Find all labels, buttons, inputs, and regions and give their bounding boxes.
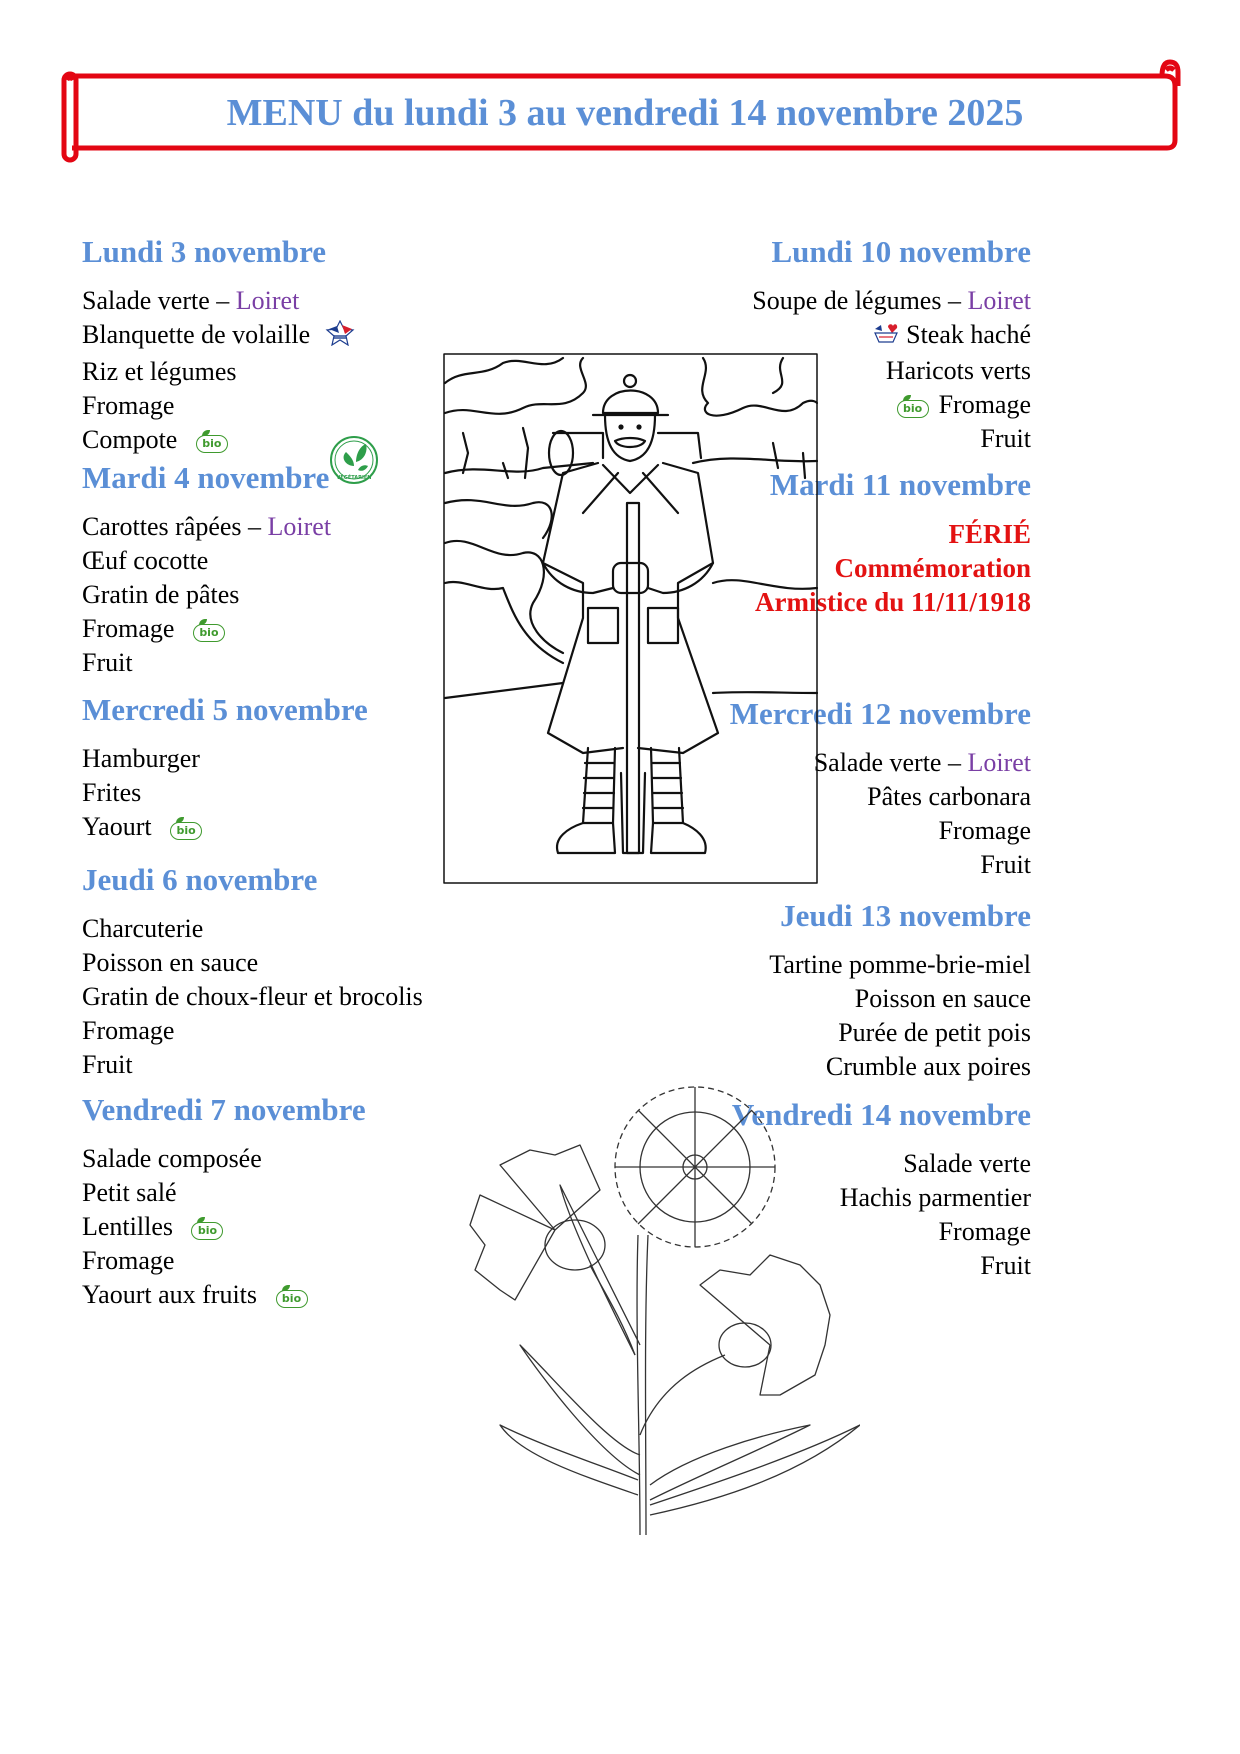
day-heading: Lundi 10 novembre — [771, 234, 1031, 269]
soldier-illustration — [443, 353, 818, 884]
menu-item: Hamburger — [82, 744, 200, 773]
menu-item: Gratin de pâtes — [82, 580, 240, 609]
menu-item: Salade verte – Loiret — [813, 748, 1031, 777]
menu-item: bioFromage — [752, 388, 1031, 422]
menu-item: Yaourt aux fruits bio — [82, 1278, 366, 1312]
menu-item: Poisson en sauce — [854, 984, 1031, 1013]
loiret-tag: Loiret — [967, 286, 1031, 315]
picture-frame — [444, 354, 817, 883]
menu-item: Riz et légumes — [82, 356, 237, 386]
menu-item: Pâtes carbonara — [867, 782, 1031, 811]
menu-item: Fromage — [82, 1016, 175, 1045]
page-title: MENU du lundi 3 au vendredi 14 novembre 2025 — [226, 92, 1024, 134]
loiret-tag: Loiret — [267, 512, 332, 541]
bio-icon — [170, 817, 200, 841]
menu-item: Fruit — [980, 1251, 1031, 1280]
menu-item: Frites — [82, 778, 142, 807]
day-heading: Mardi 4 novembre VÉGÉTARIEN — [82, 460, 331, 496]
flower-left — [470, 1145, 605, 1300]
menu-item: Tartine pomme-brie-miel — [769, 950, 1031, 979]
bio-icon — [196, 430, 226, 454]
day-friday-7 — [82, 1092, 366, 1312]
menu-item: Yaourt bio — [82, 810, 368, 844]
menu-item: Poisson en sauce — [82, 948, 259, 977]
bio-icon — [897, 395, 927, 419]
day-thursday-6 — [82, 862, 423, 1082]
menu-item: Fromage — [82, 1246, 175, 1275]
vegetarian-icon — [328, 434, 380, 494]
cornflower-illustration — [460, 1055, 860, 1535]
menu-item: Fruit — [82, 1050, 133, 1079]
day-heading: Jeudi 6 novembre — [82, 862, 318, 897]
day-heading: Jeudi 13 novembre — [780, 898, 1031, 933]
day-wednesday-5 — [82, 692, 368, 844]
menu-item: Fromage bio — [82, 612, 331, 646]
menu-item: Salade verte – Loiret — [82, 286, 300, 315]
loiret-tag: Loiret — [235, 286, 300, 315]
menu-item: Fruit — [980, 424, 1031, 454]
day-tuesday-4 — [82, 460, 372, 680]
day-heading: Vendredi 14 novembre — [731, 1097, 1031, 1132]
menu-item: Carottes râpées – Loiret — [82, 512, 332, 541]
menu-item: Haricots verts — [885, 356, 1031, 386]
menu-item: Œuf cocotte — [82, 546, 209, 575]
title-banner — [60, 58, 1190, 168]
menu-item: Petit salé — [82, 1178, 177, 1207]
day-monday-3 — [82, 234, 355, 457]
menu-item: Fromage — [938, 816, 1031, 845]
french-poultry-label-icon — [325, 320, 355, 355]
bio-icon — [276, 1285, 306, 1309]
holiday-label: Armistice du 11/11/1918 — [755, 587, 1031, 617]
bio-icon — [193, 619, 223, 643]
menu-item: Blanquette de volaille — [82, 318, 355, 355]
french-beef-label-icon — [872, 320, 900, 354]
menu-item: Gratin de choux-fleur et brocolis — [82, 982, 423, 1011]
menu-item: Soupe de légumes – Loiret — [752, 286, 1031, 315]
day-heading: Mardi 11 novembre — [769, 467, 1031, 502]
menu-item: Fruit — [980, 850, 1031, 879]
loiret-tag: Loiret — [967, 748, 1031, 777]
flower-right — [700, 1255, 830, 1395]
flower-top — [615, 1087, 775, 1247]
menu-item: Compote bio — [82, 423, 355, 457]
svg-text:VÉGÉTARIEN: VÉGÉTARIEN — [336, 475, 372, 481]
menu-item: Hachis parmentier — [839, 1183, 1031, 1212]
day-heading: Vendredi 7 novembre — [82, 1092, 366, 1127]
day-heading: Mercredi 12 novembre — [729, 696, 1031, 731]
holiday-label: Commémoration — [834, 553, 1031, 583]
bio-icon — [191, 1217, 221, 1241]
day-heading: Mercredi 5 novembre — [82, 692, 368, 727]
menu-item: Steak haché — [752, 318, 1031, 354]
menu-item: Fromage — [82, 390, 175, 420]
menu-item: Charcuterie — [82, 914, 204, 943]
menu-item: Purée de petit pois — [838, 1018, 1031, 1047]
day-heading: Lundi 3 novembre — [82, 234, 327, 269]
menu-item: Fromage — [938, 1217, 1031, 1246]
menu-item: Lentilles bio — [82, 1210, 366, 1244]
menu-item: Crumble aux poires — [825, 1052, 1031, 1081]
holiday-label: FÉRIÉ — [948, 519, 1031, 549]
menu-item: Fruit — [82, 648, 133, 677]
menu-item: Salade verte — [903, 1149, 1031, 1178]
menu-item: Salade composée — [82, 1144, 262, 1173]
